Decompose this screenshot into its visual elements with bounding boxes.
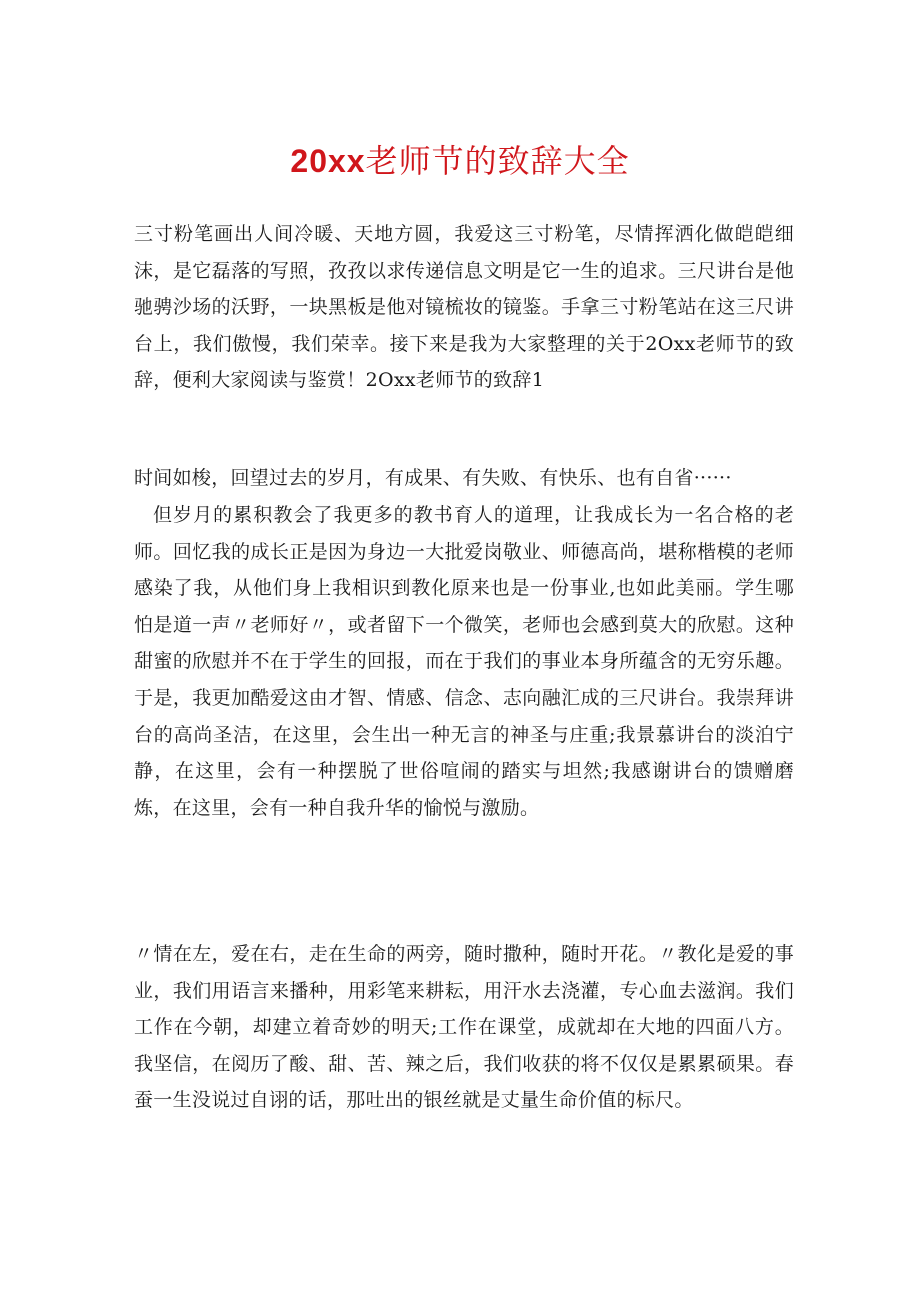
title-year: 20xx bbox=[290, 143, 366, 179]
document-title bbox=[0, 138, 920, 184]
paragraph-time: 时间如梭，回望过去的岁月，有成果、有失败、有快乐、也有自省······ bbox=[134, 467, 732, 489]
paragraph-intro: 三寸粉笔画出人间冷暖、天地方圆，我爱这三寸粉笔，尽情挥洒化做皑皑细沫，是它磊落的写照，孜孜以求传递信息文明是它一生的追求。三尺讲台是他驰骋沙场的沃野，一块黑板是他对镜梳妆的镜鉴。手拿三寸粉笔站在这三尺讲台上，我们傲慢，我们荣幸。接下来是我为大家整理的关于2Oxx老师节的致辞，便利大家阅读与鉴赏！2Oxx老师节的致辞1 bbox=[134, 223, 794, 392]
paragraph-love: 〃情在左，爱在右，走在生命的两旁，随时撒种，随时开花。〃教化是爱的事业，我们用语言来播种，用彩笔来耕耘，用汗水去浇灌，专心血去滋润。我们工作在今朝，却建立着奇妙的明天;工作在课堂，成就却在大地的四面八方。我坚信，在阅历了酸、甜、苦、辣之后，我们收获的将不仅仅是累累硕果。春蚕一生没说过自诩的话，那吐出的银丝就是丈量生命价值的标尺。 bbox=[134, 943, 794, 1112]
paragraph-growth: 但岁月的累积教会了我更多的教书育人的道理，让我成长为一名合格的老师。回忆我的成长正是因为身边一大批爱岗敬业、师德高尚，堪称楷模的老师感染了我，从他们身上我相识到教化原来也是一份事业,也如此美丽。学生哪怕是道一声〃老师好〃，或者留下一个微笑，老师也会感到莫大的欣慰。这种甜蜜的欣慰并不在于学生的回报，而在于我们的事业本身所蕴含的无穷乐趣。于是，我更加酷爱这由才智、情感、信念、志向融汇成的三尺讲台。我崇拜讲台的高尚圣洁，在这里，会生出一种无言的神圣与庄重;我景慕讲台的淡泊宁静，在这里，会有一种摆脱了世俗喧闹的踏实与坦然;我感谢讲台的馈赠磨炼，在这里，会有一种自我升华的愉悦与激励。 bbox=[134, 504, 794, 819]
title-text: 老师节的致辞大全 bbox=[365, 142, 630, 180]
